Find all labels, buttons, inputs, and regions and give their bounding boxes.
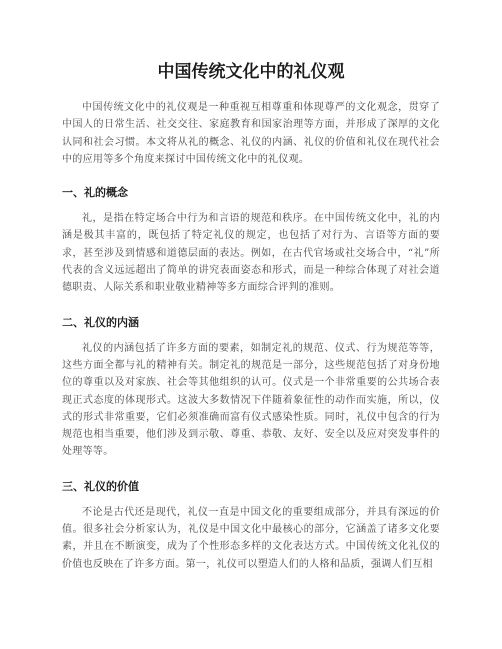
section-paragraph-concept: 礼，是指在特定场合中行为和言语的规范和秩序。在中国传统文化中，礼的内涵是极其丰富的，既包括了特定礼仪的规定，也包括了对行为、言语等方面的要求，甚至涉及到情感和道德层面的表达。例如，在古代官场或社交场合中，“礼”所代表的含义远远超出了简单的讲究表面姿态和形式，而是一种综合体现了对社会道德职责、人际关系和职业敬业精神等多方面综合评判的准则。 [62,213,440,294]
section-heading-concept: 一、礼的概念 [62,186,128,200]
section-heading-value: 三、礼仪的价值 [62,479,139,493]
document-title: 中国传统文化中的礼仪观 [157,62,345,82]
intro-paragraph: 中国传统文化中的礼仪观是一种重视互相尊重和体现尊严的文化观念，贯穿了中国人的日常生活、社交交往、家庭教育和国家治理等方面，并形成了深厚的文化认同和社会习惯。本文将从礼的概念、礼仪的内涵、礼仪的价值和礼仪在现代社会中的应用等多个角度来探讨中国传统文化中的礼仪观。 [62,102,440,165]
section-heading-connotation: 二、礼仪的内涵 [62,315,139,329]
section-paragraph-connotation: 礼仪的内涵包括了许多方面的要素，如制定礼的规范、仪式、行为规范等等，这些方面全都与礼的精神有关。制定礼的规范是一部分，这些规范包括了对身份地位的尊重以及对家族、社会等其他组织的认可。仪式是一个非常重要的公共场合表现正式态度的体现形式。这波大多数情况下伴随着象征性的动作而实施，所以，仪式的形式非常重要，它们必须准确而富有仪式感染性质。同时，礼仪中包含的行为规范也相当重要，他们涉及到示敬、尊重、恭敬、友好、安全以及应对突发事件的处理等等。 [62,342,440,458]
section-paragraph-value: 不论是古代还是现代，礼仪一直是中国文化的重要组成部分，并具有深远的价值。很多社会分析家认为，礼仪是中国文化中最核心的部分，它涵盖了诸多文化要素，并且在不断演变，成为了个性形态多样的文化表达方式。中国传统文化礼仪的价值也反映在了许多方面。第一，礼仪可以塑造人们的人格和品质，强调人们互相 [62,506,440,570]
